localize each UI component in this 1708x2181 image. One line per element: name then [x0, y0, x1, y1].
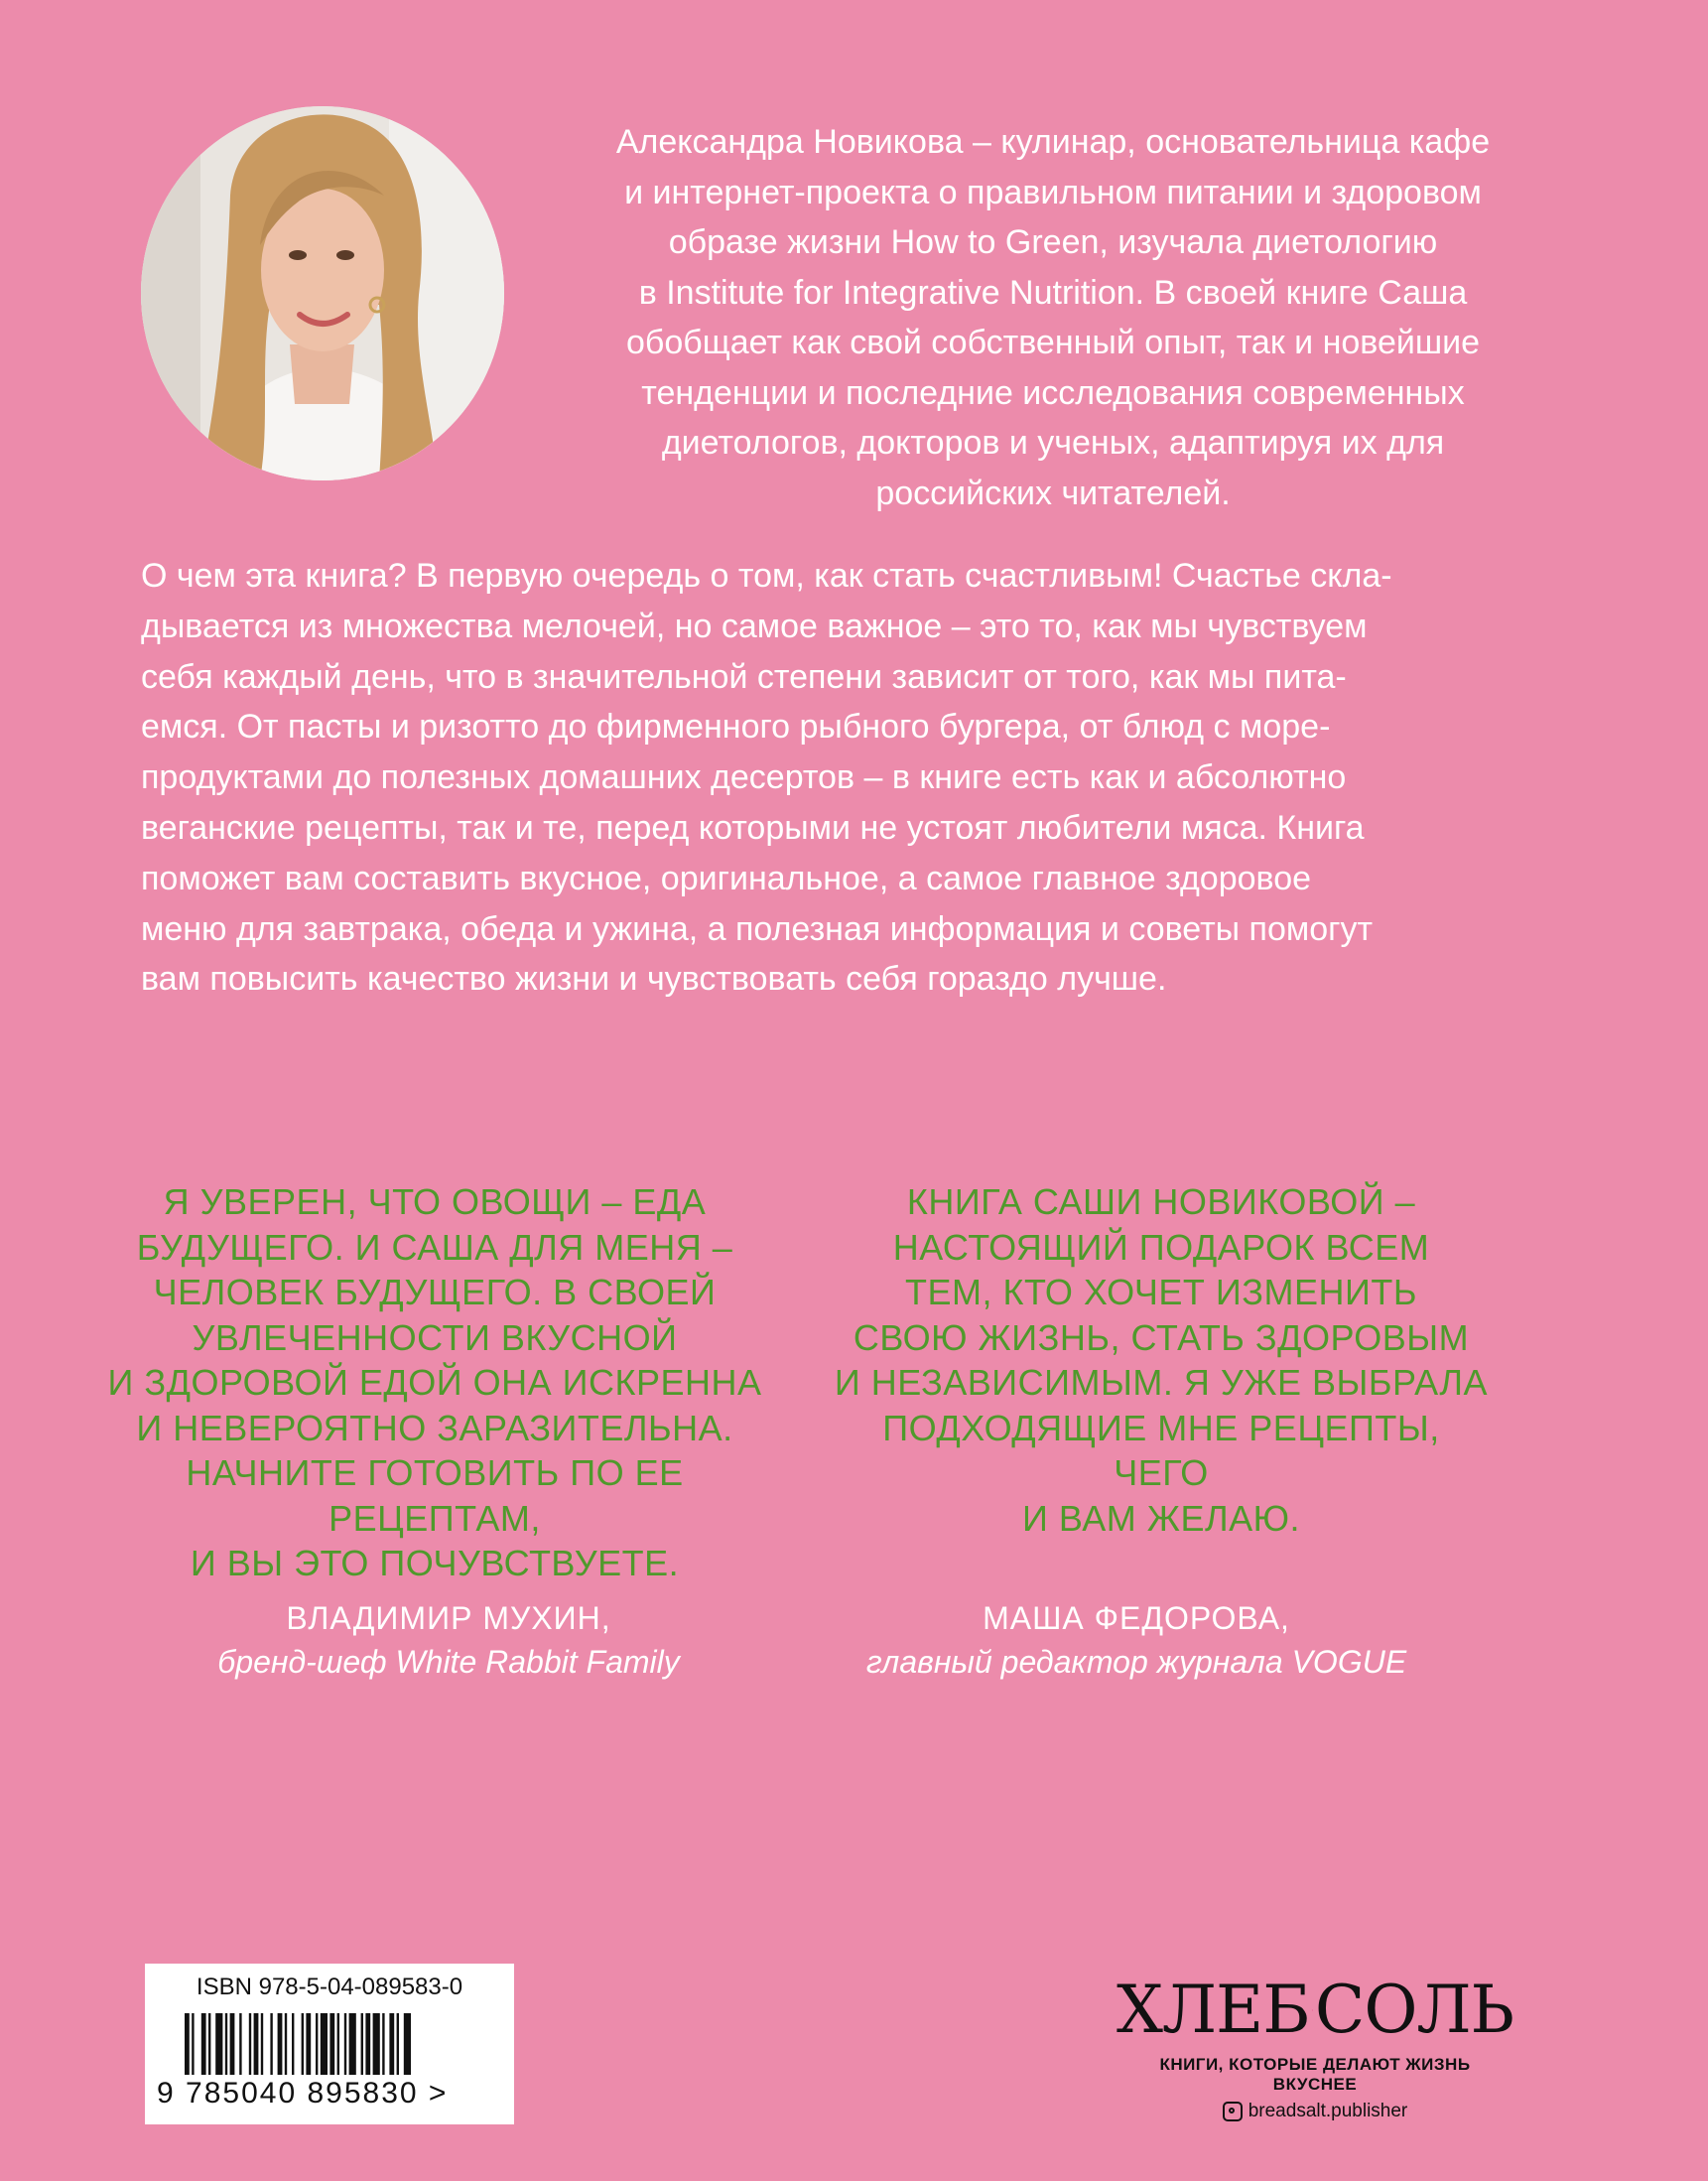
barcode-bar: [382, 2013, 384, 2075]
barcode-bar: [285, 2013, 287, 2075]
barcode-bar: [373, 2013, 380, 2075]
book-description: О чем эта книга? В первую очередь о том, как стать счастливым! Счастье скла- дывается из множества мелочей, но самое важное – это то, как мы чувствуем себя каждый день, что в значительной степени зависит от того, как мы пита- емся. От пасты и ризотто до фирменного рыбного бургера, от блюд с море- продуктами до полезных домашних десертов – в книге есть как и абсолютно веганские рецепты, так и те, перед которыми не устоят любители мяса. Книга поможет вам составить вкусное, оригинальное, а самое главное здоровое меню для завтрака, обеда и ужина, а полезная информация и советы помогут вам повысить качество жизни и чувствовать себя гораздо лучше.: [141, 557, 1392, 999]
logo-left-word: ХЛЕБ: [1117, 1972, 1310, 2048]
quote-2-author: МАША ФЕДОРОВА,: [983, 1600, 1290, 1636]
quote-2: КНИГА САШИ НОВИКОВОЙ – НАСТОЯЩИЙ ПОДАРОК ВСЕМ ТЕМ, КТО ХОЧЕТ ИЗМЕНИТЬ СВОЮ ЖИЗНЬ, СТАТЬ ЗДОРОВЫМ И НЕЗАВИСИМЫМ. Я УЖЕ ВЫБРАЛА ПОДХОДЯЩИЕ МНЕ РЕЦЕПТЫ, ЧЕГО И ВАМ ЖЕЛАЮ.: [834, 1181, 1489, 1539]
isbn-number: ISBN 978-5-04-089583-0: [196, 1974, 463, 2000]
barcode-bar: [361, 2013, 363, 2075]
quote-2-attribution: [809, 1596, 1464, 1684]
instagram-handle[interactable]: [1117, 2101, 1513, 2122]
barcode-bar: [239, 2013, 241, 2075]
barcode-bar: [302, 2013, 304, 2075]
barcode-bar: [201, 2013, 206, 2075]
barcode-bar: [249, 2013, 251, 2075]
barcode-bar: [404, 2013, 411, 2075]
barcode-bar: [278, 2013, 283, 2075]
instagram-icon: [1223, 2102, 1243, 2121]
quote-1-attribution: [121, 1596, 776, 1684]
barcode-bar: [321, 2013, 328, 2075]
barcode-bar: [316, 2013, 318, 2075]
barcode-bar: [185, 2013, 190, 2075]
publisher-logo: [1117, 1974, 1513, 2047]
barcode-bar: [254, 2013, 259, 2075]
barcode-bar: [329, 2013, 334, 2075]
barcode-bar: [208, 2013, 210, 2075]
barcode-bar: [349, 2013, 356, 2075]
barcode-bar: [306, 2013, 311, 2075]
barcode-bars: [185, 2013, 482, 2075]
quote-1: Я УВЕРЕН, ЧТО ОВОЩИ – ЕДА БУДУЩЕГО. И САША ДЛЯ МЕНЯ – ЧЕЛОВЕК БУДУЩЕГО. В СВОЕЙ УВЛЕЧЕННОСТИ ВКУСНОЙ И ЗДОРОВОЙ ЕДОЙ ОНА ИСКРЕННА И НЕВЕРОЯТНО ЗАРАЗИТЕЛЬНА. НАЧНИТЕ ГОТОВИТЬ ПО ЕЕ РЕЦЕПТАМ, И ВЫ ЭТО ПОЧУВСТВУЕТЕ.: [107, 1181, 762, 1583]
barcode-bar: [397, 2013, 399, 2075]
barcode-bar: [292, 2013, 294, 2075]
barcode-bar: [261, 2013, 263, 2075]
quote-2-role: главный редактор журнала VOGUE: [865, 1644, 1407, 1680]
barcode-bar: [215, 2013, 222, 2075]
barcode-bar: [230, 2013, 235, 2075]
publisher-slogan: КНИГИ, КОТОРЫЕ ДЕЛАЮТ ЖИЗНЬ ВКУСНЕЕ: [1159, 2055, 1471, 2094]
barcode-bar: [270, 2013, 272, 2075]
barcode-bar: [337, 2013, 339, 2075]
barcode-bar: [389, 2013, 394, 2075]
barcode-bar: [225, 2013, 227, 2075]
quote-1-author: ВЛАДИМИР МУХИН,: [286, 1600, 611, 1636]
instagram-label: breadsalt.publisher: [1248, 2101, 1408, 2121]
barcode-bar: [344, 2013, 346, 2075]
author-photo: [141, 106, 504, 480]
publisher-block: [1117, 1974, 1513, 2122]
flower-icon: [1312, 1993, 1313, 2027]
quote-1-role: бренд-шеф White Rabbit Family: [217, 1644, 680, 1680]
author-portrait: [141, 106, 504, 480]
author-bio: Александра Новикова – кулинар, основательница кафе и интернет-проекта о правильном питании и здоровом образе жизни How to Green, изучала диетологию в Institute for Integrative Nutrition. В своей книге Саша обобщает как свой собственный опыт, так и новейшие тенденции и последние исследования современных диетологов, докторов и ученых, адаптируя их для российских читателей.: [615, 123, 1491, 512]
barcode-digits: 9 785040 895830 >: [157, 2077, 449, 2110]
barcode-bar: [192, 2013, 194, 2075]
barcode-bar: [365, 2013, 370, 2075]
isbn-barcode: [145, 1964, 514, 2124]
logo-right-word: СОЛЬ: [1314, 1972, 1513, 2048]
